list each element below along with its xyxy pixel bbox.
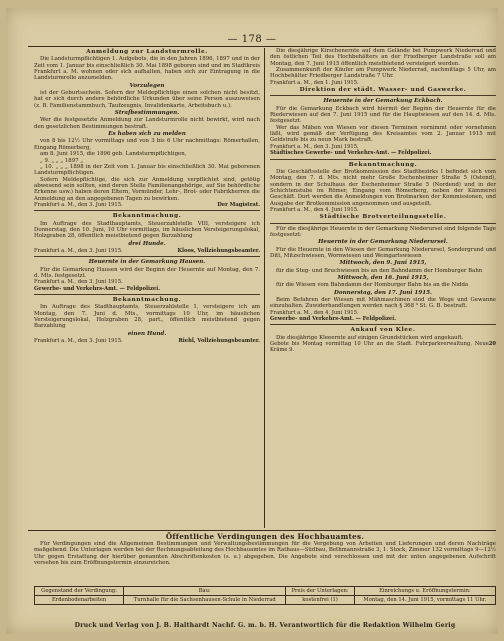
notice-signature [34, 202, 260, 208]
notice-text: Die diesjährige Kirschenernte auf dem Gelände bei Pumpwerk Niederrad und den östlichen Teil des Hochbehälters an der Friedberger Landstraße soll am Montag, den 7. Juni 1915 öffentlich meistbietend versteigert werden. [270, 48, 496, 67]
signature-place: Frankfurt a. M., den 1. Juni 1915. [270, 79, 359, 86]
notice-signature [34, 248, 260, 254]
notice-text: Sofern Meldepflichtige, die sich zur Anmeldung verpflichtet sind, getötig abwesend sein sollten, sind deren Stelle Familienangehörige, auf Sie behördliche Erkenne usw.) haben deren Eltern, Vormünder, Lehr-, Brot- oder Fabrikherren die Anmeldung an den angegebenen Tagen zu bewirken. [34, 176, 260, 202]
notice-signature [270, 341, 496, 354]
notice-signature [270, 316, 496, 322]
notice-signature [270, 150, 496, 156]
divider [34, 256, 260, 257]
column-divider [264, 48, 265, 528]
notice-number: 20 [488, 341, 496, 348]
table-note: (1) [330, 597, 338, 603]
notice-signature [270, 207, 496, 213]
notice-text: von 8 bis 12½ Uhr vormittags und von 3 bis 6 Uhr nachmittags: Römerhallen, Eingang Römerberg, [34, 138, 260, 151]
notice-text: Für die Gemarkung Eckbach wird hiermit der Beginn der Heuernte für die Riederwiesen auf den 7. Juni 1915 und für die Hauptwiesen auf den 14. d. Mts. festgesetzt. [270, 105, 496, 125]
notice-text: Im Auftrage des Stadthauptamts, Steuerzahlstelle VIII, versteigere ich Donnerstag, den 10. Juni, 10 Uhr vormittags, im häuslichen Versteigerungslokal, Holzgraben 28, öffentlich meistbietend gegen Barzahlung [34, 220, 260, 240]
notice-signature [34, 286, 260, 292]
notice-text: für die Wiesen vom Bahndamm der Homburger Bahn bis an die Nidda [276, 282, 469, 289]
notice-item: drei Hunde. [128, 240, 166, 247]
procurement-notice [34, 534, 496, 566]
notice-text: Für die Gemarkung Hausen wird der Beginn der Heuernte auf Montag, den 7. d. Mts. festgesetzt. [34, 266, 260, 279]
notice-text: Für die diesjährige Heuernte in der Gemarkung Niederursel sind folgende Tage festgesetzt: [270, 225, 496, 238]
table-cell [286, 596, 355, 605]
table-header: Preis der Unterlagen: [286, 587, 355, 596]
notice-heading: Heuernte in der Gemarkung Niederursel. [318, 239, 448, 246]
notice-text: Wer die festgesetzte Anmeldung zur Landsturmrolle nicht bewirkt, wird nach den gesetzlichen Bestimmungen bestraft. [34, 117, 260, 130]
divider [34, 210, 260, 211]
notice-text: Die diesjährige Kleeernte auf einigen Grundstücken wird angekauft. [276, 334, 464, 341]
notice-heading: Bekanntmachung. [112, 297, 182, 304]
notice-text: am 8. Juni 1915, die 1896 geb. Landsturmpflichtigen, [40, 151, 187, 158]
notice-text: Die Geschäftsstelle der Brotkommission des Stadtbezirks I befindet sich vom Montag, den 7. d. Mts. nicht mehr Große Eschenheimer Straße 5 (Ostend), sondern in der Schulhaus der Eschenheimer Straße 5 (Nordend) und in der Schichtenstube im Römer, Eingang vom Römerberg, neben der Kämmerei Geschäft. Dort werden die Anmeldungen von Brotmarken der Kommissionen, und Ausgabe der Brotkommission angenommen und ausgeteilt. [270, 168, 496, 207]
notice-heading: Heuernte in der Gemarkung Hausen. [88, 259, 206, 266]
divider [270, 95, 496, 96]
notice-text: für die Steg- und Bruchwiesen bis an den Bahndamm der Homburger Bahn [276, 267, 483, 274]
gazette-page [6, 8, 498, 634]
signature-authority: Städtisches Gewerbe- und Verkehrs-Amt. — Feldpolizei. [270, 150, 432, 157]
notice-heading: Heuernte in der Gemarkung Eckbach. [323, 98, 443, 105]
notice-text: Im Auftrage des Stadthauptamts, Steuerzahlstelle 1, versteigere ich am Montag, den 7. Juni d. Mts., vormittags 10 Uhr, im häuslichen Versteigerungslokal, Holzgraben 28, part., öffentlich meistbietend gegen Barzahlung [34, 304, 260, 330]
divider [270, 159, 496, 160]
table-header-row [35, 587, 496, 596]
signature-place: Frankfurt a. M., den 3. Juni 1915. [34, 247, 123, 254]
section-rule [28, 530, 496, 531]
header-rule [28, 46, 496, 47]
divider [270, 324, 496, 325]
signature-authority: Kloos, Vollziehungsbeamter. [177, 247, 260, 254]
signature-authority: Gewerbe- und Verkehrs-Amt. — Feldpolizei. [270, 316, 397, 323]
notice-text: Wer das Mähen von Wiesen vor diesen Terminen vornimmt oder vornehmen läßt, wird gemäß der Verfügung des Kreisamtes vom 2. Januar 1915 mit Geldstrafe bis zu neun Mark bestraft. [270, 124, 496, 144]
right-column [270, 48, 496, 470]
notice-text: Die Landsturmpflichtigen 1. Aufgebots, die in den Jahren 1896, 1897 und in der Zeit vom 1. Januar bis einschließlich 30. Mai 1898 geboren sind und im Stadtkreis Frankfurt a. M. wohnen oder sich aufhalten, haben sich zur Eintragung in die Landsturmrolle anzumelden. [34, 56, 260, 82]
notice-subheading: Es haben sich zu melden [108, 131, 186, 138]
notice-signature [270, 80, 496, 86]
divider [270, 223, 496, 224]
signature-place: Frankfurt a. M., den 3. Juni 1915. [34, 338, 123, 345]
signature-authority: Der Magistrat. [217, 201, 260, 208]
signature-place: Frankfurt a. M., den 3. Juni 1915. [34, 279, 123, 286]
procurement-text: Für Verdingungen sind die Allgemeinen Bestimmungen und Verwaltungsbestimmungen für die Vergebung von Arbeiten und Lieferungen und deren Nachträge maßgebend. Die Unterlagen werden bei der Rechnungsabteilung des Hochbauamtes im Rathaus—Südbau, Bethmannstraße 3, 1. Stock, Zimmer 132 vormittags 9—12½ Uhr gegen Erstattung der hierüber genannten Abschriftenkosten (s. u.) abgegeben. Die Angebote sind verschlossen und mit der unten angegebenen Aufschrift versehen bis zum Eröffnungstermin einzureichen. [34, 541, 496, 566]
notice-signature [34, 338, 260, 344]
signature-authority: Gewerbe- und Verkehrs-Amt. — Feldpolizei. [34, 285, 161, 292]
page-number: — 178 — [227, 34, 277, 45]
signature-place: Frankfurt a. M., den 4. Juni 1915. [270, 309, 359, 316]
procurement-title: Öffentliche Verdingungen des Hochbauamtes. [165, 532, 365, 541]
signature-authority: Riehl, Vollziehungsbeamter. [178, 338, 260, 345]
table-cell: Turnhalle für die Sachsenhausen-Schule in Niederrad [124, 596, 286, 605]
notice-text: „ 10. „ „ „ 1898 in der Zeit vom 1. Januar bis einschließlich 30. Mai geborenen Landsturmpflichtigen. [34, 163, 260, 177]
imprint: Druck und Verlag von J. B. Halthardt Nachf. G. m. b. H. Verantwortlich für die Redaktion Wilhelm Gerig [74, 622, 456, 629]
signature-place: Frankfurt a. M., den 3. Juni 1915. [34, 201, 123, 208]
notice-text: „ 9. „ „ „ 1897 „ [40, 157, 84, 164]
table-header: Einreichungs u. Eröffnungstermin: [354, 587, 495, 596]
left-column [34, 48, 260, 536]
harvest-date: Mittwoch, den 16. Juni 1915, [337, 275, 429, 281]
table-cell: Montag, den 14. Juni 1915, vormittags 11 Uhr. [354, 596, 495, 605]
harvest-date: Mittwoch, den 9. Juni 1915, [339, 260, 427, 267]
notice-item: einen Hund. [127, 330, 167, 337]
table-row [35, 596, 496, 605]
table-header: Bau: [124, 587, 286, 596]
harvest-date: Donnerstag, den 17. Juni 1915. [334, 289, 432, 296]
signature-authority: Direktion der städt. Wasser- und Gaswerke. [299, 87, 467, 94]
table-cell-text: kostenfrei [302, 597, 329, 603]
notice-text: Gebote bis Montag vormittag 10 Uhr an die Stadt. Fuhrparkverwaltung, Neue Kräme 9. [270, 341, 489, 354]
table-header: Gegenstand der Verdingung: [35, 587, 124, 596]
notice-heading: Bekanntmachung. [348, 161, 418, 168]
divider [34, 294, 260, 295]
notice-heading: Ankauf von Klee. [350, 327, 416, 334]
signature-authority: Städtische Brotverteilungsstelle. [319, 214, 447, 221]
signature-place: Frankfurt a. M., den 4. Juni 1915. [270, 206, 359, 213]
notice-text: Zusammenkunft der Käufer am Pumpwerk Niederrad, nachmittags 5 Uhr, am Hochbehälter Friedberger Landstraße 7 Uhr. [270, 67, 496, 80]
notice-subheading: Vorzulegen [129, 82, 165, 89]
notice-text: Für die Heuernte in den Wiesen der Gemarkung Niederursel, Sondergrund und Ditt, Mitzschwiesen, Wornwiesen und Weingartswiesen [270, 246, 496, 259]
notice-text: Beim Befahren der Wiesen mit Mähmaschinen sind die Wege und Gewanne einzuhalten. Zuwiderhandlungen werden nach § 368 ⁹ St. G. B. bestraft. [270, 297, 496, 310]
notice-heading: Bekanntmachung. [112, 213, 182, 220]
notice-subheading: Strafbestimmungen. [114, 110, 180, 117]
procurement-table [34, 586, 496, 605]
notice-heading: Anmeldung zur Landsturmrolle. [86, 49, 208, 55]
notice-text: ist der Geburtsschein. Sofern der Meldepflichtige einen solchen nicht besitzt, hat er sich durch andere behördliche Urkunden über seine Person auszuweisen (z. B. Familienstammbuch, Taufzeugnis, Invalidenkarte, Arbeitsbuch u.). [34, 90, 260, 109]
signature-place: Frankfurt a. M., den 3. Juni 1915. [270, 143, 359, 150]
table-cell: Erdenbodenarbeiten [35, 596, 124, 605]
